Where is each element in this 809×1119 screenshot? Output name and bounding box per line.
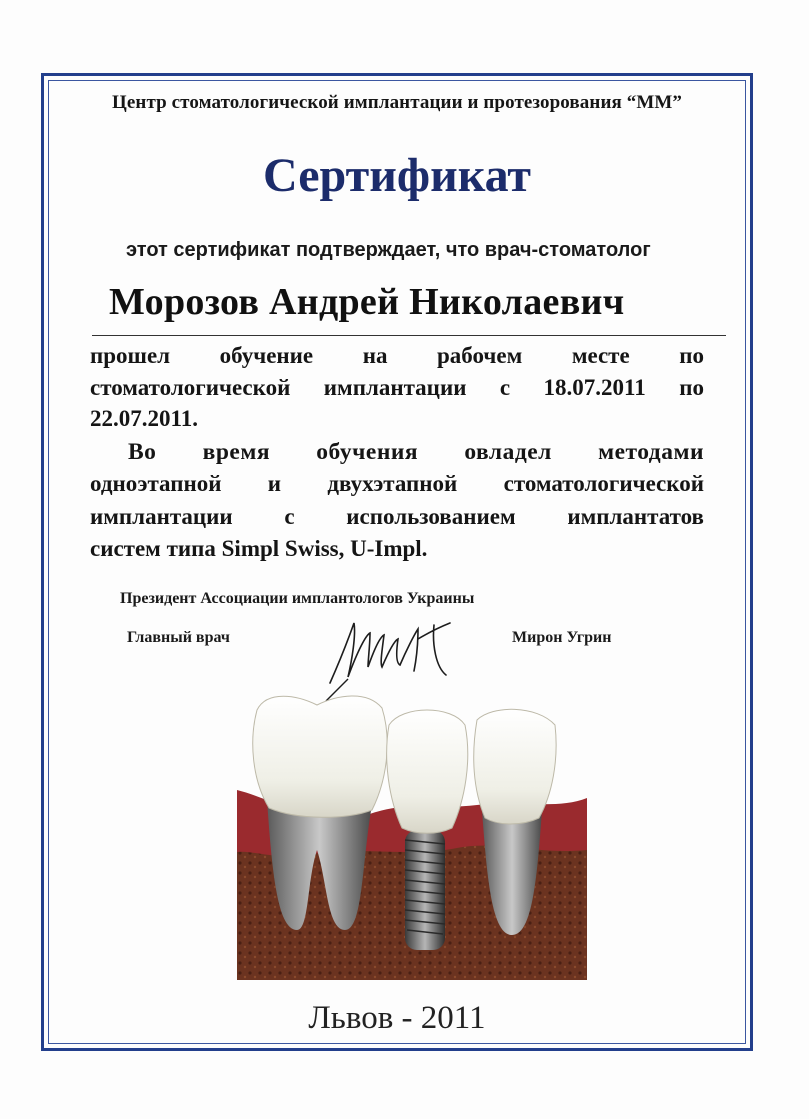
organization-heading: Центр стоматологической имплантации и протезорования “ММ” bbox=[112, 92, 682, 113]
body-word: по bbox=[679, 343, 704, 368]
body-word: двухэтапной bbox=[327, 471, 458, 496]
body-word: месте bbox=[571, 343, 630, 368]
body-word: обучения bbox=[316, 439, 419, 465]
body-word: использованием bbox=[346, 504, 516, 529]
body-line-5 bbox=[90, 469, 704, 499]
body-line-3: 22.07.2011. bbox=[90, 406, 198, 431]
certificate-title: Сертификат bbox=[263, 149, 531, 202]
body-line-1 bbox=[90, 341, 704, 371]
recipient-name: Морозов Андрей Николаевич bbox=[109, 281, 625, 323]
body-word: прошел bbox=[90, 343, 171, 368]
dental-implant-illustration bbox=[237, 680, 587, 980]
chief-doctor-label: Главный врач bbox=[127, 629, 230, 646]
body-line-4 bbox=[90, 437, 704, 467]
body-word: имплантации bbox=[90, 504, 233, 529]
body-line-6 bbox=[90, 502, 704, 532]
body-word: рабочем bbox=[437, 343, 523, 368]
body-word: время bbox=[202, 439, 271, 465]
body-word: Во bbox=[128, 439, 157, 465]
body-word: стоматологической bbox=[90, 375, 291, 400]
signer-name: Мирон Угрин bbox=[512, 629, 612, 646]
body-word: имплантатов bbox=[567, 504, 704, 529]
body-word: методами bbox=[598, 439, 704, 465]
body-line-2 bbox=[90, 373, 704, 403]
body-word: стоматологической bbox=[503, 471, 704, 496]
body-word: и bbox=[267, 471, 282, 496]
body-word: с bbox=[284, 504, 295, 529]
body-line-7: систем типа Simpl Swiss, U-Impl. bbox=[90, 536, 428, 561]
body-word: с bbox=[499, 375, 511, 400]
confirmation-text: этот сертификат подтверждает, что врач-стоматолог bbox=[126, 239, 651, 261]
body-word: имплантации bbox=[323, 375, 467, 400]
body-word: 18.07.2011 bbox=[543, 375, 646, 400]
city-year: Львов - 2011 bbox=[308, 1000, 486, 1036]
name-underline bbox=[92, 335, 726, 336]
body-word: овладел bbox=[464, 439, 552, 465]
body-word: одноэтапной bbox=[90, 471, 222, 496]
body-word: обучение bbox=[219, 343, 314, 368]
body-word: на bbox=[362, 343, 388, 368]
body-word: по bbox=[679, 375, 704, 400]
president-title: Президент Ассоциации имплантологов Украины bbox=[120, 590, 475, 607]
